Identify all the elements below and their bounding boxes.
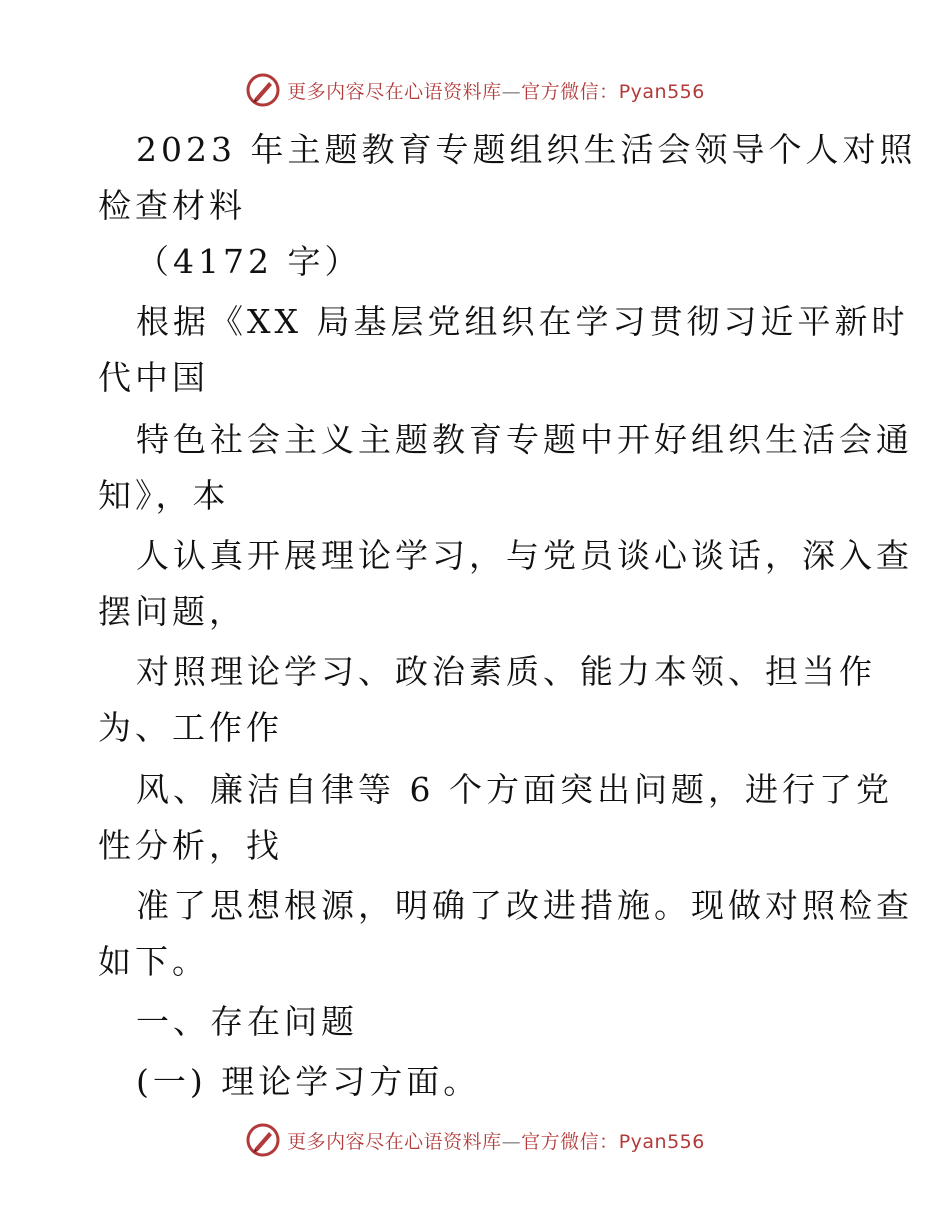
watermark-text [287, 1127, 705, 1154]
watermark-text [287, 77, 705, 104]
pen-logo-icon [245, 72, 281, 108]
watermark-brand: 更多内容尽在心语资料库 [287, 1130, 502, 1153]
doc-line-title-2: 检查材料 [98, 186, 246, 225]
watermark-id: Pyan556 [618, 1130, 705, 1153]
doc-line: 准了思想根源，明确了改进措施。现做对照检查 [136, 886, 913, 925]
watermark-footer [0, 1120, 950, 1160]
doc-line: 如下。 [98, 942, 209, 981]
doc-line: 代中国 [98, 358, 209, 397]
doc-line-wordcount: （4172 字） [136, 242, 362, 281]
watermark-brand: 更多内容尽在心语资料库 [287, 80, 502, 103]
watermark-dash: — [501, 80, 522, 103]
doc-heading-subsection-1: (一) 理论学习方面。 [136, 1062, 481, 1101]
watermark-official: 官方微信： [521, 1130, 619, 1153]
doc-line: 性分析，找 [98, 826, 283, 865]
watermark-official: 官方微信： [521, 80, 619, 103]
doc-line: 为、工作作 [98, 708, 283, 747]
doc-line-title-1: 2023 年主题教育专题组织生活会领导个人对照 [136, 130, 917, 169]
watermark-header [0, 70, 950, 110]
watermark-dash: — [501, 1130, 522, 1153]
doc-line: 对照理论学习、政治素质、能力本领、担当作 [136, 652, 876, 691]
pen-logo-icon [245, 1122, 281, 1158]
doc-line: 人认真开展理论学习，与党员谈心谈话，深入查 [136, 536, 913, 575]
doc-line: 摆问题， [98, 592, 246, 631]
doc-line: 根据《XX 局基层党组织在学习贯彻习近平新时 [136, 302, 909, 341]
doc-line: 特色社会主义主题教育专题中开好组织生活会通 [136, 420, 913, 459]
doc-heading-section-1: 一、存在问题 [136, 1002, 358, 1041]
doc-line: 知》，本 [98, 476, 230, 515]
watermark-id: Pyan556 [618, 80, 705, 103]
doc-line: 风、廉洁自律等 6 个方面突出问题，进行了党 [136, 770, 893, 809]
